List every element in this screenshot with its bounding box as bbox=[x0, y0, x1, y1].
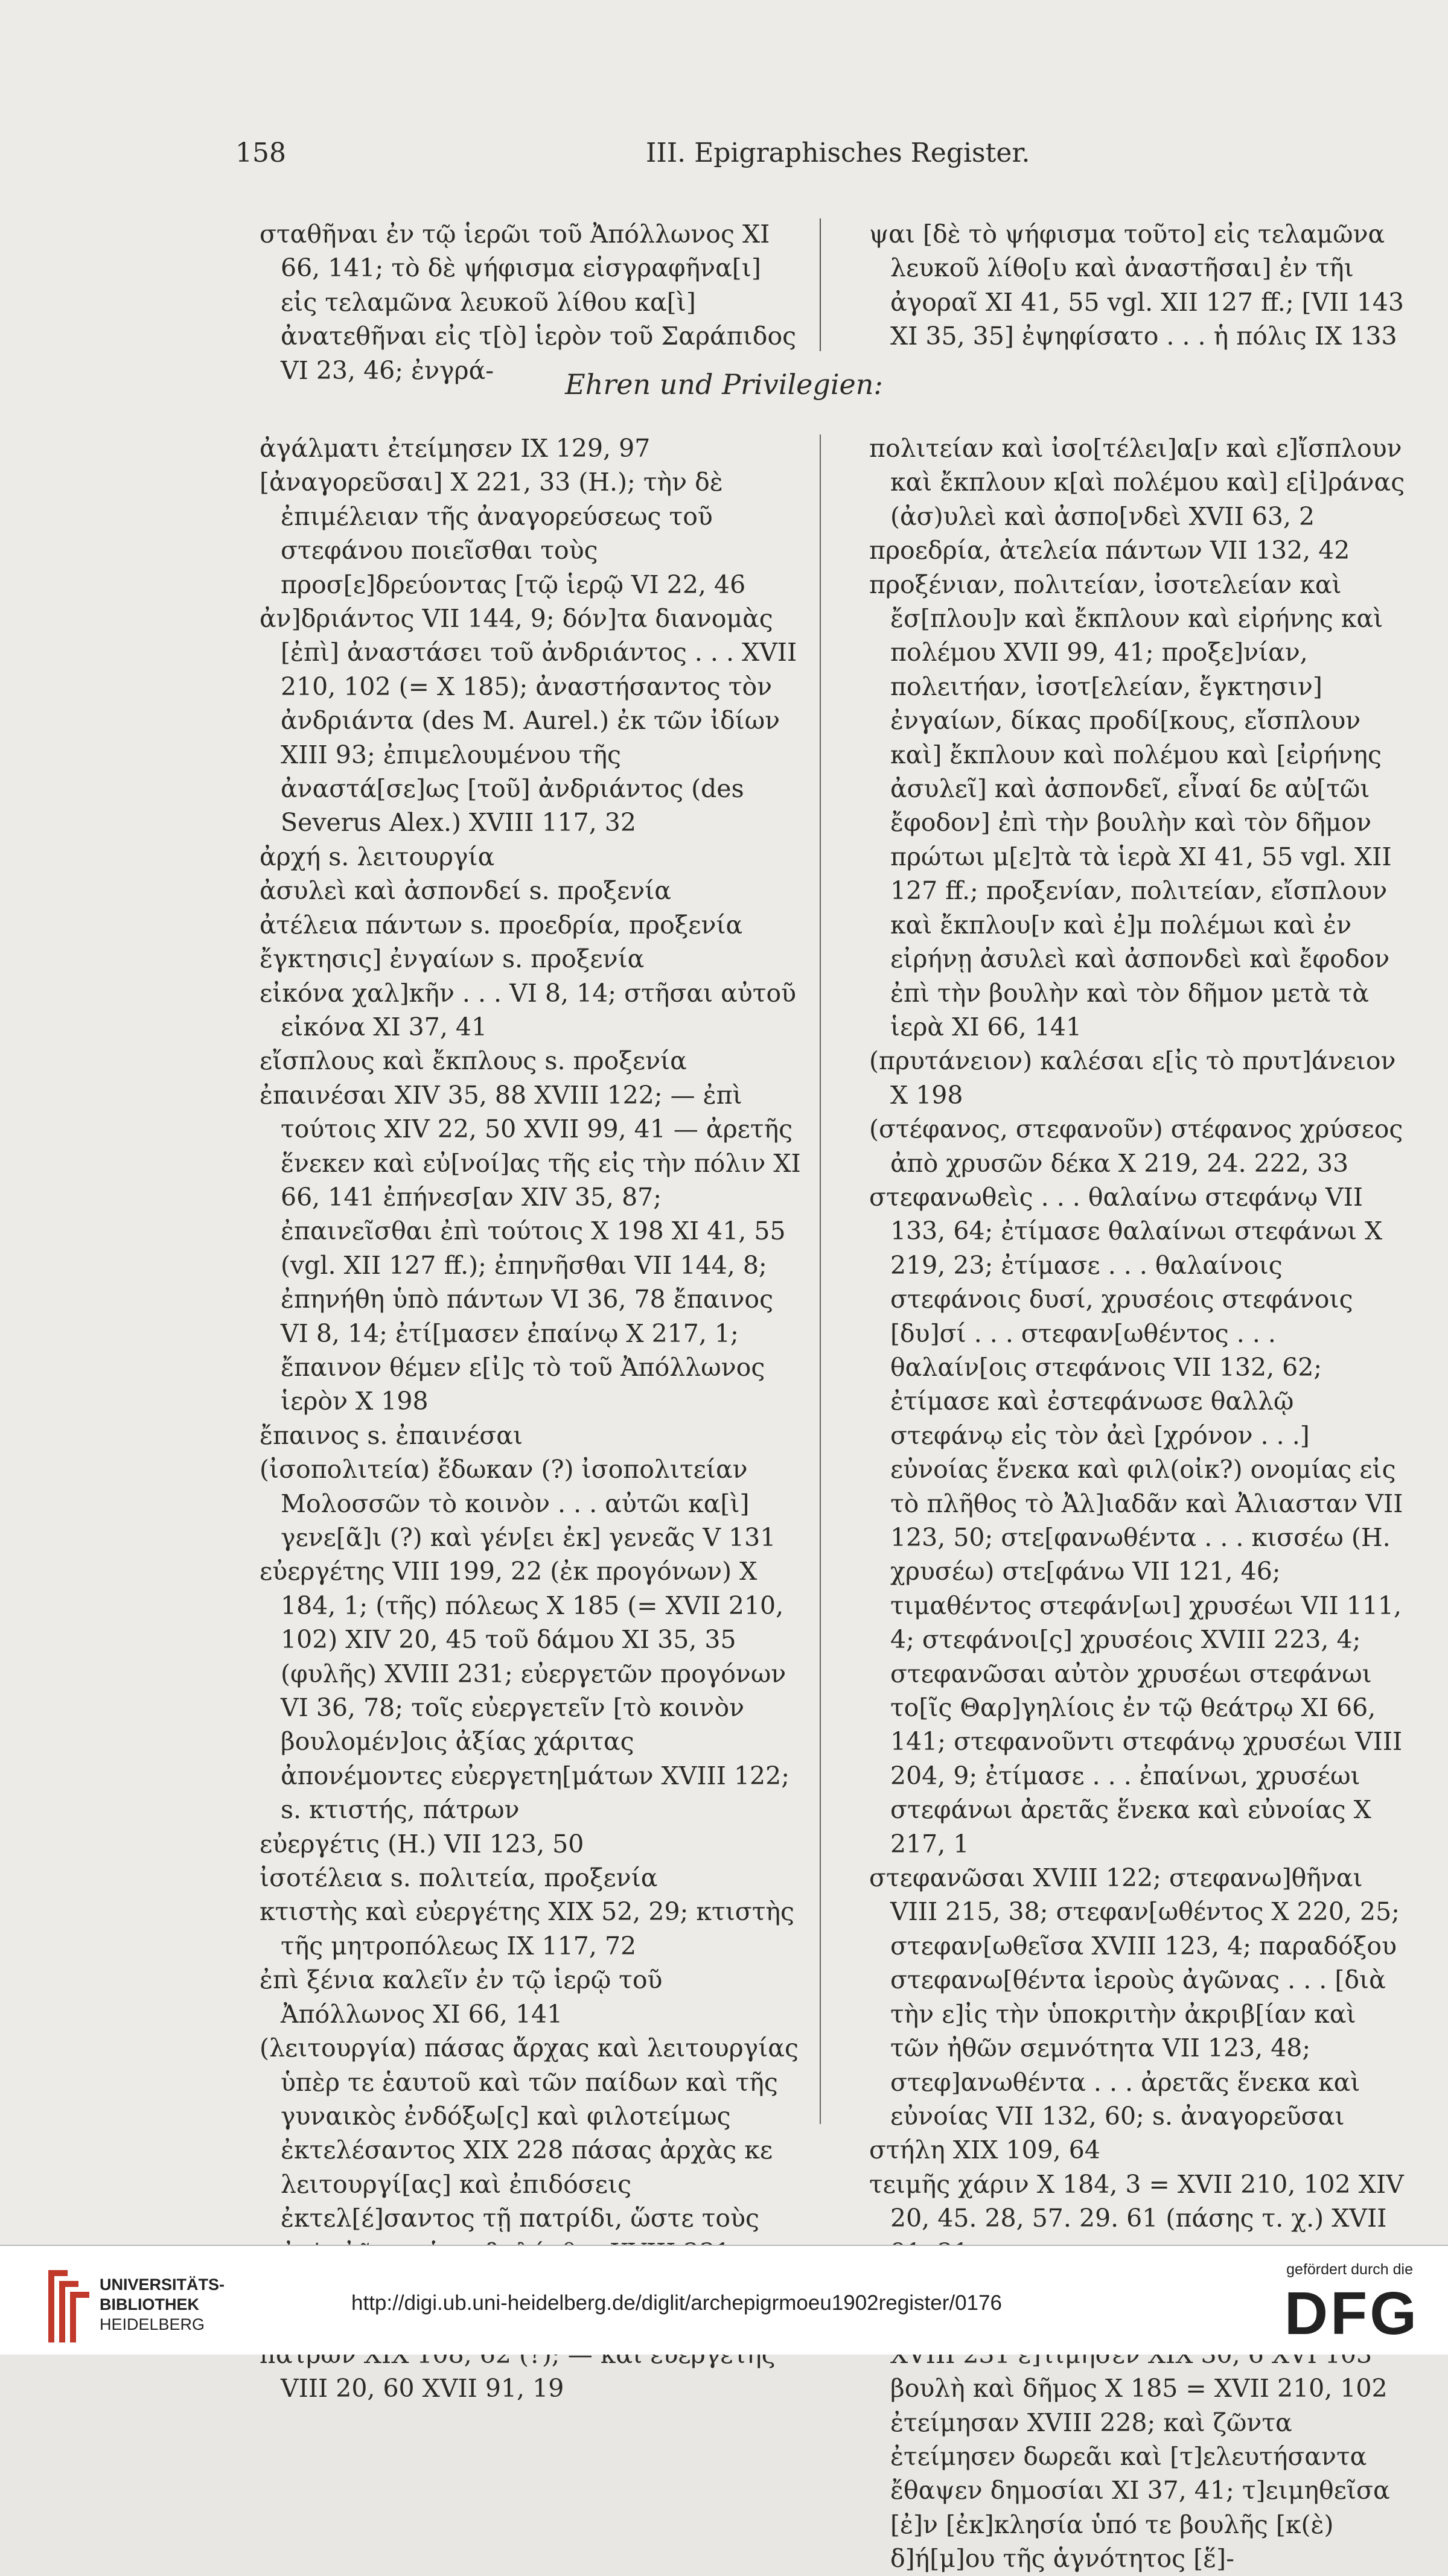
top-right-column bbox=[869, 217, 1406, 354]
index-entry: (στέφανος, στεφανοῦν) στέφανος χρύσεος ἀπὸ χρυσῶν δέκα X 219, 24. 222, 33 bbox=[869, 1115, 1403, 1178]
index-entry: ἰσοτέλεια s. πολιτεία, προξενία bbox=[260, 1863, 658, 1893]
page-number: 158 bbox=[235, 138, 286, 168]
footer-bar bbox=[0, 2245, 1448, 2355]
index-entry: εἰκόνα χαλ]κῆν . . . VI 8, 14; στῆσαι αὐτοῦ εἰκόνα XI 37, 41 bbox=[260, 978, 797, 1042]
top-left-column bbox=[260, 217, 797, 387]
index-entry: (πρυτάνειον) καλέσαι ε[ἰς τὸ πρυτ]άνειον X 198 bbox=[869, 1046, 1396, 1110]
running-header bbox=[235, 138, 1213, 180]
funded-by-caption: gefördert durch die bbox=[1286, 2261, 1413, 2278]
index-entry: στήλη XIX 109, 64 bbox=[869, 2136, 1100, 2165]
column-divider bbox=[820, 434, 821, 2124]
index-entry: εὐεργέτις (H.) VII 123, 50 bbox=[260, 1829, 584, 1859]
index-entry: εὐεργέτης VIII 199, 22 (ἐκ προγόνων) X 184, 1; (τῆς) πόλεως X 185 (= XVII 210, 102) XIV 20, 45 τοῦ δάμου XI 35, 35 (φυλῆς) XVIII 231; εὐεργετῶν προγόνων VI 36, 78; τοῖς εὐεργετεῖν [τὸ κοινὸν βουλομέν]οις ἀξίας χάριτας ἀπονέμοντες εὐεργετη[μάτων XVIII 122; s. κτιστής, πάτρων bbox=[260, 1557, 790, 1825]
text-block: ψαι [δὲ τὸ ψήφισμα τοῦτο] εἰς τελαμῶνα λευκοῦ λίθο[υ καὶ ἀναστῆσαι] ἐν τῆι ἀγοραῖ XI 41, 55 vgl. XII 127 ff.; [VII 143 XI 35, 35] ἐψηφίσατο . . . ἡ πόλις IX 133 bbox=[869, 220, 1404, 351]
index-entry: ἀν]δριάντος VII 144, 9; δόν]τα διανομὰς [ἐπὶ] ἀναστάσει τοῦ ἀνδριάντος . . . XVII 210, 102 (= X 185); ἀναστήσαντος τὸν ἀνδριάντα (des M. Aurel.) ἐκ τῶν ἰδίων XIII 93; ἐπιμελουμένου τῆς ἀναστά[σε]ως [τοῦ] ἀνδριάντος (des Severus Alex.) XVIII 117, 32 bbox=[260, 604, 797, 838]
index-entry: προξένιαν, πολιτείαν, ἰσοτελείαν καὶ ἔσ[πλου]ν καὶ ἔκπλουν καὶ εἰρήνης καὶ πολέμου XVII 99, 41; προξε]νίαν, πολειτήαν, ἰσοτ[ελείαν, ἔγκτησιν] ἐνγαίων, δίκας προδί[κους, εἴσπλουν καὶ] ἔκπλουν καὶ πολέμου καὶ [εἰρήνης ἀσυλεῖ] καὶ ἀσπονδεῖ, εἶναί δε αὐ[τῶι ἔφοδον] ἐπὶ τὴν βουλὴν καὶ τὸν δῆμον πρώτωι μ[ε]τὰ τὰ ἱερὰ XI 41, 55 vgl. XII 127 ff.; προξενίαν, πολιτείαν, εἴσπλουν καὶ ἔκπλου[ν καὶ ἐ]μ πολέμωι καὶ ἐν εἰρήνῃ ἀσυλεὶ καὶ ἀσπονδεὶ καὶ ἔφοδον ἐπὶ τὴν βουλὴν καὶ τὸν δῆμον μετὰ τὰ ἱερὰ XI 66, 141 bbox=[869, 570, 1392, 1042]
running-title: III. Epigraphisches Register. bbox=[646, 138, 1030, 168]
library-name: UNIVERSITÄTS- BIBLIOTHEK HEIDELBERG bbox=[100, 2275, 225, 2333]
index-entry: εἴσπλους καὶ ἔκπλους s. προξενία bbox=[260, 1046, 687, 1076]
index-entry: ἐπαινέσαι XIV 35, 88 XVIII 122; — ἐπὶ τούτοις XIV 22, 50 XVII 99, 41 — ἀρετῆς ἕνεκεν καὶ εὐ[νοί]ας τῆς εἰς τὴν πόλιν XI 66, 141 ἐπήνεσ[αν XIV 35, 87; ἐπαινεῖσθαι ἐπὶ τούτοις X 198 XI 41, 55 (vgl. XII 127 ff.); ἐπηνῆσθαι VII 144, 8; ἐπηνήθη ὑπὸ πάντων VI 36, 78 ἔπαινος VI 8, 14; ἐτί[μασεν ἐπαίνῳ X 217, 1; ἔπαινον θέμεν ε[ἰ]ς τὸ τοῦ Ἀπόλλωνος ἱερὸν X 198 bbox=[260, 1080, 801, 1416]
section-title: Ehren und Privilegien: bbox=[565, 368, 883, 401]
text-block: σταθῆναι ἐν τῷ ἱερῶι τοῦ Ἀπόλλωνος XI 66, 141; τὸ δὲ ψήφισμα εἰσγραφῆνα[ι] εἰς τελαμῶνα λευκοῦ λίθου κα[ὶ] ἀνατεθῆναι εἰς τ[ὸ] ἱερὸν τοῦ Σαράπιδος VI 23, 46; ἐνγρά- bbox=[260, 220, 797, 385]
index-entry: ἐπὶ ξένια καλεῖν ἐν τῷ ἱερῷ τοῦ Ἀπόλλωνος XI 66, 141 bbox=[260, 1965, 663, 2029]
column-divider bbox=[820, 218, 821, 351]
index-entry: ἀρχή s. λειτουργία bbox=[260, 842, 495, 871]
index-entry: ἀσυλεὶ καὶ ἀσπονδεί s. προξενία bbox=[260, 876, 671, 906]
index-entry: VIII 20, 60 XVII 91, 19 bbox=[281, 2374, 564, 2403]
index-entry: ἔγκτησις] ἐνγαίων s. προξενία bbox=[260, 944, 645, 974]
index-entry: (λειτουργία) πάσας ἄρχας καὶ λειτουργίας ὑπὲρ τε ἑαυτοῦ καὶ τῶν παίδων καὶ τῆς γυναικὸς ἐνδόξω[ς] καὶ φιλοτείμως ἐκτελέσαντος XIX 228 πάσας ἀρχὰς κε λειτουργί[ας] καὶ ἐπιδόσεις ἐκτελ[έ]σαντος τῇ πατρίδι, ὥστε τοὺς bbox=[260, 2034, 799, 2233]
index-entry: [ἀναγορεῦσαι] X 221, 33 (H.); τὴν δὲ ἐπιμέλειαν τῆς ἀναγορεύσεως τοῦ στεφάνου ποιεῖσθαι τοὺς προσ[ε]δρεύοντας [τῷ ἱερῷ VI 22, 46 bbox=[260, 468, 746, 599]
index-entry: (ἰσοπολιτεία) ἔδωκαν (?) ἰσοπολιτείαν Μολοσσῶν τὸ κοινὸν . . . αὐτῶι κα[ὶ] γενε[ᾶ]ι (?) καὶ γέν[ει ἐκ] γενεᾶς V 131 bbox=[260, 1455, 776, 1552]
index-entry: ἀτέλεια πάντων s. προεδρία, προξενία bbox=[260, 910, 743, 940]
index-entry: βουλὴ καὶ δῆμος X 185 = XVII 210, 102 ἐτείμησαν XVIII 228; καὶ ζῶντα ἐτείμησεν δωρεᾶι καὶ [τ]ελευτήσαντα ἔθαψεν δημοσίαι XI 37, 41; τ]ειμηθεῖσα [ἐ]ν [ἐκ]κλησία ὑπό τε βουλῆς [κ(ὲ) δ]ή[μ]ου τῆς ἁγνότητος [ἕ]- bbox=[890, 2374, 1390, 2574]
left-column bbox=[260, 431, 803, 2406]
index-entry: τειμῆς χάριν X 184, 3 = XVII 210, 102 XIV 20, 45. 28, 57. 29. 61 (πάσης τ. χ.) XVII bbox=[869, 2169, 1404, 2233]
university-logo-icon bbox=[30, 2258, 103, 2349]
index-entry: πολιτείαν καὶ ἰσο[τέλει]α[ν καὶ ε]ἴσπλουν καὶ ἔκπλουν κ[αὶ πολέμου καὶ] ε[ἰ]ράνας (ἀσ)υλεὶ καὶ ἀσπο[νδεὶ XVII 63, 2 bbox=[869, 434, 1405, 531]
index-entry: στεφανῶσαι XVIII 122; στεφανω]θῆναι VIII 215, 38; στεφαν[ωθέντος X 220, 25; στεφαν[ωθεῖσα XVIII 123, 4; παραδόξου στεφανω[θέντα ἱεροὺς ἀγῶνας . . . [διὰ τὴν ε]ἰς τὴν ὑποκριτὴν ἀκριβ[ίαν καὶ τῶν ἠθῶν σεμνότητα VII 123, 48; στεφ]ανωθέντα . . . ἀρετᾶς ἕνεκα καὶ εὐνοίας VII 132, 60; s. ἀναγορεῦσαι bbox=[869, 1863, 1400, 2131]
document-url-link[interactable]: http://digi.ub.uni-heidelberg.de/diglit/archepigrmoeu1902register/0176 bbox=[351, 2291, 1002, 2315]
index-entry: στεφανωθεὶς . . . θαλαίνω στεφάνῳ VII 133, 64; ἐτίμασε θαλαίνωι στεφάνωι X 219, 23; ἐτίμασε . . . θαλαίνοις στεφάνοις δυσί, χρυσέοις στεφάνοις [δυ]σί . . . στεφαν[ωθέντος . . . θαλαίν[οις στεφάνοις VII 132, 62; ἐτίμασε καὶ ἐστεφάνωσε θαλλῷ στεφάνῳ εἰς τὸν ἀεὶ [χρόνον . . .] εὐνοίας ἕνεκα καὶ φιλ(οἰκ?) ονομίας εἰς τὸ πλῆθος τὸ Ἀλ]ιαδᾶν καὶ Ἀλιασταν VII 123, 50; στε[φανωθέντα . . . κισσέω (H. χρυσέω) στε[φάνω VII 121, 46; τιμαθέντος στεφάν[ωι] χρυσέωι VII 111, 4; στεφάνοι[ς] χρυσέοις XVIII 223, 4; στεφανῶσαι αὐτὸν χρυσέωι στεφάνωι το[ῖς Θαρ]γηλίοις ἐν τῷ θεάτρῳ XI 66, 141; στεφανοῦντι στεφάνῳ χρυσέωι VIII 204, 9; ἐτίμασε . . . ἐπαίνωι, χρυσέωι στεφάνωι ἀρετᾶς ἕνεκα καὶ εὐνοίας X 217, 1 bbox=[869, 1182, 1403, 1859]
index-entry: ἀγάλματι ἐτείμησεν IX 129, 97 bbox=[260, 434, 651, 463]
index-entry: προεδρία, ἀτελεία πάντων VII 132, 42 bbox=[869, 536, 1350, 565]
index-entry: κτιστὴς καὶ εὐεργέτης XIX 52, 29; κτιστὴς τῆς μητροπόλεως IX 117, 72 bbox=[260, 1897, 794, 1961]
index-entry: ἔπαινος s. ἐπαινέσαι bbox=[260, 1420, 523, 1450]
dfg-logo: DFG bbox=[1284, 2280, 1419, 2347]
